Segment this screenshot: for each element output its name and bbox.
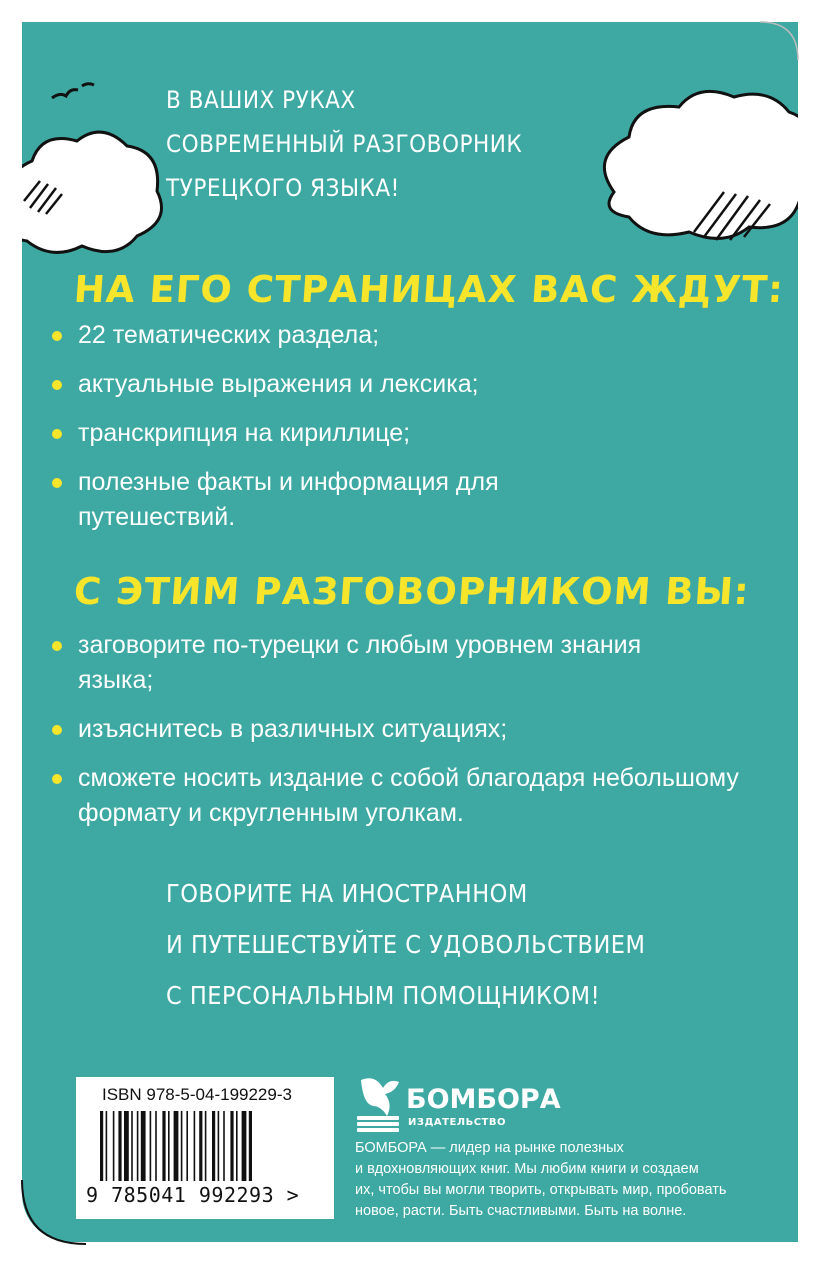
- section-heading-features: НА ЕГО СТРАНИЦАХ ВАС ЖДУТ:: [72, 268, 786, 311]
- closing-line: С ПЕРСОНАЛЬНЫМ ПОМОЩНИКОМ!: [166, 981, 601, 1010]
- list-item-text: сможете носить издание с собой благодаря небольшому формату и скругленным уголкам.: [78, 764, 739, 827]
- publisher-subtitle: ИЗДАТЕЛЬСТВО: [408, 1117, 506, 1128]
- list-item: [52, 416, 672, 451]
- intro-line: ТУРЕЦКОГО ЯЗЫКА!: [166, 174, 400, 202]
- section-heading-benefits: С ЭТИМ РАЗГОВОРНИКОМ ВЫ:: [72, 570, 752, 613]
- list-item-text: заговорите по-турецки с любым уровнем знания языка;: [78, 631, 642, 694]
- bombora-logo-icon: [355, 1072, 403, 1132]
- list-item: [52, 761, 768, 831]
- bullet-dot-icon: [52, 429, 62, 439]
- publisher-description: [355, 1138, 795, 1222]
- list-item: [52, 465, 548, 535]
- bullet-dot-icon: [52, 331, 62, 341]
- list-item: [52, 712, 752, 747]
- publisher-description-line: БОМБОРА — лидер на рынке полезных: [355, 1140, 624, 1156]
- list-item: [52, 367, 672, 402]
- bullet-dot-icon: [52, 725, 62, 735]
- closing-line: ГОВОРИТЕ НА ИНОСТРАННОМ: [166, 879, 528, 908]
- list-item-text: полезные факты и информация для путешествий.: [78, 468, 499, 531]
- list-item: [52, 318, 672, 353]
- barcode-digits: 9 785041 992293 >: [86, 1183, 300, 1207]
- bullet-dot-icon: [52, 774, 62, 784]
- closing-slogan: [166, 868, 726, 1021]
- bullet-dot-icon: [52, 641, 62, 651]
- list-item-text: 22 тематических раздела;: [78, 321, 380, 349]
- bullet-dot-icon: [52, 380, 62, 390]
- isbn-number: ISBN 978-5-04-199229-3: [102, 1085, 292, 1104]
- publisher-description-line: новое, расти. Быть счастливыми. Быть на волне.: [355, 1203, 687, 1219]
- publisher-description-line: и вдохновляющих книг. Мы любим книги и создаем: [355, 1161, 699, 1177]
- bullet-dot-icon: [52, 478, 62, 488]
- barcode-image: [98, 1111, 313, 1187]
- publisher-description-line: их, чтобы вы могли творить, открывать мир, пробовать: [355, 1182, 727, 1198]
- cloud-left-illustration: [22, 76, 172, 276]
- list-item: [52, 628, 678, 698]
- intro-line: СОВРЕМЕННЫЙ РАЗГОВОРНИК: [166, 130, 523, 158]
- list-item-text: транскрипция на кириллице;: [78, 419, 411, 447]
- intro-line: В ВАШИХ РУКАХ: [166, 86, 356, 114]
- cloud-right-illustration: [584, 82, 798, 262]
- benefits-list: [52, 628, 752, 845]
- list-item-text: изъяснитесь в различных ситуациях;: [78, 715, 508, 743]
- publisher-name: БОМБОРА: [406, 1084, 561, 1115]
- list-item-text: актуальные выражения и лексика;: [78, 370, 479, 398]
- barcode-panel: [76, 1077, 334, 1219]
- closing-line: И ПУТЕШЕСТВУЙТЕ С УДОВОЛЬСТВИЕМ: [166, 930, 646, 959]
- book-back-cover: [22, 22, 798, 1242]
- features-list: [52, 318, 672, 549]
- intro-text: [166, 78, 586, 210]
